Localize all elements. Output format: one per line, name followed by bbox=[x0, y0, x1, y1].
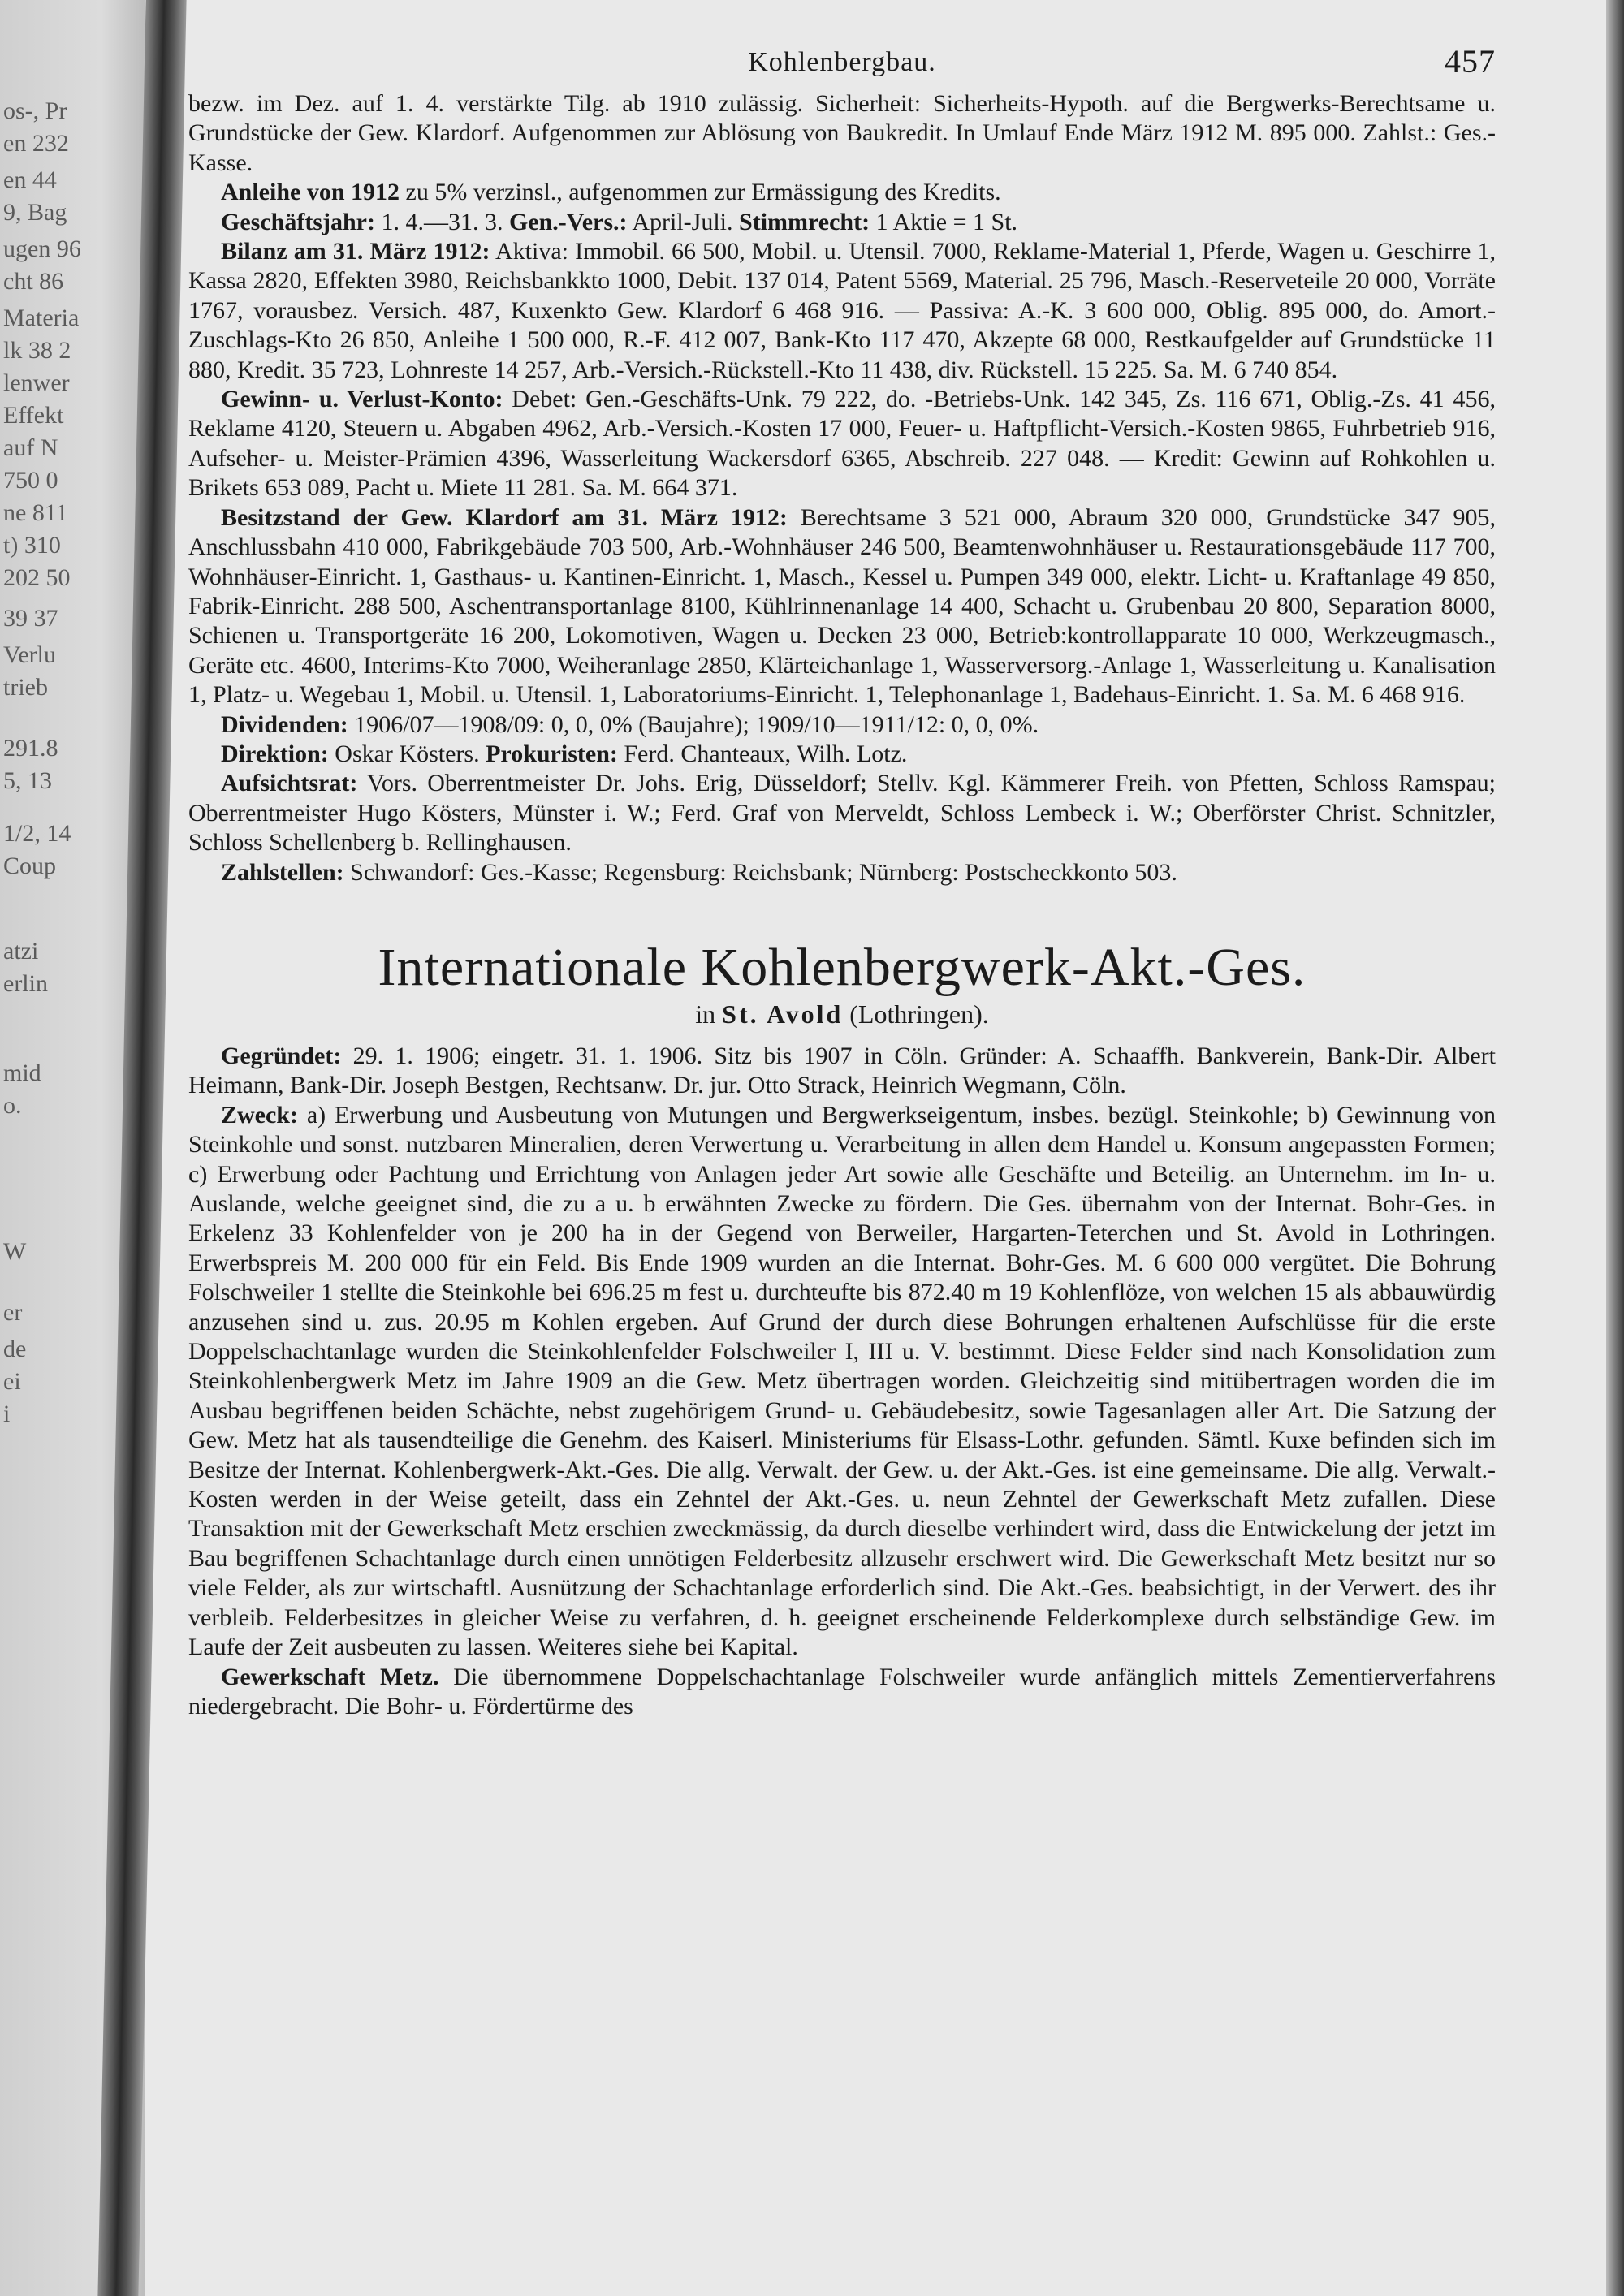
field-label: Geschäftsjahr: bbox=[221, 208, 375, 235]
margin-fragment: Effekt bbox=[3, 402, 64, 429]
field-text: 1 Aktie = 1 St. bbox=[870, 208, 1018, 235]
margin-fragment: lk 38 2 bbox=[3, 337, 71, 364]
company-location bbox=[188, 998, 1496, 1030]
section-previous-company bbox=[188, 89, 1496, 887]
margin-fragment: er bbox=[3, 1299, 23, 1326]
field-text: Die übernommene Doppelschachtanlage Folschweiler wurde anfänglich mittels Zementierverfahrens niedergebracht. Die Bohr- u. Fördertürme des bbox=[188, 1663, 1496, 1720]
margin-fragment: 1/2, 14 bbox=[3, 820, 71, 847]
margin-fragment: 291.8 bbox=[3, 735, 58, 762]
margin-fragment: de bbox=[3, 1336, 27, 1362]
field-label: Direktion: bbox=[221, 740, 329, 767]
field-text: a) Erwerbung und Ausbeutung von Mutungen und Bergwerkseigentum, insbes. bezügl. Steinkohle; b) Gewinnung von Steinkohle und sonst. nutzbaren Mineralien, deren Verwertung u. Verarbeitung in allen dem Handel u. Konsum angepassten Formen; c) Erwerbung oder Pachtung und Errichtung von Anlagen jeder Art sowie alle Geschäfte und Beteilig. an Unternehm. im In- u. Auslande, welche geeignet sind, die zu a u. b erwähnten Zwecke zu fördern. Die Ges. übernahm von der Internat. Bohr-Ges. in Erkelenz 33 Kohlenfelder von je 200 ha in der Gegend von Berweiler, Hargarten-Teterchen und St. Avold in Lothringen. Erwerbspreis M. 200 000 für ein Feld. Bis Ende 1909 wurden an die Internat. Bohr-Ges. M. 6 600 000 vergütet. Die Bohrung Folschweiler 1 stellte die Steinkohle bei 696.25 m fest u. durchteufte bis 872.40 m 19 Kohlenflöze, von welchen 15 als abbauwürdig anzusehen sind u. zus. 20.95 m Kohlen ergeben. Auf Grund der durch diese Bohrungen erhaltenen Aufschlüsse für die erste Doppelschachtanlage wurden die Steinkohlenfelder Folschweiler I, III u. V. bestimmt. Diese Felder sind nach Konsolidation zum Steinkohlenbergwerk Metz im Jahre 1909 an die Gew. Metz übertragen worden. Gleichzeitig sind mitübertragen worden die im Ausbau begriffenen beiden Schächte, nebst zugehörigem Grund- u. Gebäudebesitz, sowie Tagesanlagen aller Art. Die Satzung der Gew. Metz hat als tausendteilige die Genehm. des Kaiserl. Ministeriums für Elsass-Lothr. gefunden. Sämtl. Kuxe befinden sich im Besitze der Internat. Kohlenbergwerk-Akt.-Ges. Die allg. Verwalt. der Gew. u. der Akt.-Ges. ist eine gemeinsame. Die allg. Verwalt.-Kosten werden in der Weise geteilt, dass ein Zehntel der Akt.-Ges. u. neun Zehntel der Gewerkschaft Metz zufallen. Diese Transaktion mit der Gewerkschaft Metz erschien zweckmässig, da durch dieselbe verhindert wird, dass die Entwickelung der jetzt im Bau begriffenen Schachtanlage durch einen unnötigen Felderbesitz allzusehr erschwert wird. Die Gewerkschaft Metz besitzt nur so viele Felder, als zur wirtschaftl. Ausnützung der Schachtanlage erforderlich sind. Die Akt.-Ges. beabsichtigt, in der Verwert. des ihr verbleib. Felderbesitzes in gleicher Weise zu verfahren, d. h. geeignet erscheinende Felderkomplexe durch selbständige Gew. im Laufe der Zeit ausbeuten zu lassen. Weiteres siehe bei Kapital. bbox=[188, 1101, 1496, 1661]
field-text: bezw. im Dez. auf 1. 4. verstärkte Tilg. ab 1910 zulässig. Sicherheit: Sicherheits-Hypoth. auf die Bergwerks-Berechtsame u. Grundstücke der Gew. Klardorf. Aufgenommen zur Ablösung von Baukredit. In Umlauf Ende März 1912 M. 895 000. Zahlst.: Ges.-Kasse. bbox=[188, 90, 1496, 176]
field-text: April-Juli. bbox=[627, 208, 740, 235]
page-number: 457 bbox=[1445, 43, 1496, 80]
field-text: Debet: Gen.-Geschäfts-Unk. 79 222, do. -Betriebs-Unk. 142 345, Zs. 116 671, Oblig.-Zs. 41 456, Reklame 4120, Steuern u. Abgaben 4962, Arb.-Versich.-Kosten 17 000, Feuer- u. Haftpflicht-Versich.-Kosten 9865, Fuhrbetrieb 916, Aufseher- u. Meister-Prämien 4396, Wasserleitung Wackersdorf 6365, Abschreib. 227 048. — Kredit: Gewinn auf Rohkohlen u. Brikets 653 089, Pacht u. Miete 11 281. Sa. M. 664 371. bbox=[188, 386, 1496, 502]
field-label: Zahlstellen: bbox=[221, 858, 344, 886]
company-heading: Internationale Kohlenbergwerk-Akt.-Ges. bbox=[378, 937, 1307, 997]
location-region: (Lothringen). bbox=[849, 999, 989, 1029]
paragraph bbox=[188, 385, 1496, 503]
field-label: Aufsichtsrat: bbox=[221, 770, 358, 797]
margin-fragment: o. bbox=[3, 1092, 22, 1119]
paragraph bbox=[188, 740, 1496, 769]
book-page bbox=[188, 32, 1496, 2273]
margin-fragment: 750 0 bbox=[3, 467, 58, 494]
field-text: Ferd. Chanteaux, Wilh. Lotz. bbox=[617, 740, 908, 767]
field-label: Bilanz am 31. März 1912: bbox=[221, 238, 490, 265]
margin-fragment: 202 50 bbox=[3, 564, 71, 591]
margin-fragment: Coup bbox=[3, 852, 57, 879]
margin-fragment: ne 811 bbox=[3, 499, 68, 526]
field-text: Aktiva: Immobil. 66 500, Mobil. u. Utensil. 7000, Reklame-Material 1, Pferde, Wagen u. Geschirre 1, Kassa 2820, Effekten 3980, Reichsbankkto 1000, Debit. 137 014, Patent 5569, Material. 25 796, Masch.-Reserveteile 20 000, Vorräte 1767, vorausbez. Versich. 487, Kuxenkto Gew. Klardorf 6 468 916. — Passiva: A.-K. 3 600 000, Oblig. 895 000, do. Amort.-Zuschlags-Kto 26 850, Anleihe 1 500 000, R.-F. 412 007, Bank-Kto 117 470, Akzepte 68 000, Restkaufgelder auf Grundstücke 11 880, Kredit. 35 723, Lohnreste 14 257, Arb.-Versich.-Rückstell.-Kto 11 438, div. Rückstell. 15 225. Sa. M. 6 740 854. bbox=[188, 238, 1497, 383]
margin-fragment: erlin bbox=[3, 970, 48, 997]
running-head bbox=[188, 32, 1496, 89]
margin-fragment: atzi bbox=[3, 938, 39, 965]
paragraph bbox=[188, 1042, 1496, 1101]
field-text: Schwandorf: Ges.-Kasse; Regensburg: Reichsbank; Nürnberg: Postscheckkonto 503. bbox=[343, 858, 1177, 886]
field-label: Stimmrecht: bbox=[739, 208, 870, 235]
paragraph bbox=[188, 858, 1496, 887]
paragraph bbox=[188, 503, 1496, 710]
field-text: Berechtsame 3 521 000, Abraum 320 000, Grundstücke 347 905, Anschlussbahn 410 000, Fabrikgebäude 703 500, Arb.-Wohnhäuser 246 500, Beamtenwohnhäuser u. Restaurationsgebäude 117 700, Wohnhäuser-Einricht. 1, Gasthaus- u. Kantinen-Einricht. 1, Masch., Kessel u. Pumpen 349 000, elektr. Licht- u. Kraftanlage 49 850, Fabrik-Einricht. 288 500, Aschentransportanlage 8100, Kühlrinnenanlage 14 400, Schacht u. Grubenbau 20 800, Separation 8000, Schienen u. Transportgeräte 16 200, Lokomotiven, Wagen u. Decken 23 000, Betrieb:kontrollapparate 10 000, Werkzeugmasch., Geräte etc. 4600, Interims-Kto 7000, Weiheranlage 2850, Klärteichanlage 1, Wasserversorg.-Anlage 1, Wasserleitung u. Kanalisation 1, Platz- u. Wegebau 1, Mobil. u. Utensil. 1, Laboratoriums-Einricht. 1, Telephonanlage 1, Badehaus-Einricht. 1. Sa. M. 6 468 916. bbox=[188, 503, 1496, 709]
field-label: Prokuristen: bbox=[486, 740, 618, 767]
field-text: 29. 1. 1906; eingetr. 31. 1. 1906. Sitz bis 1907 in Cöln. Gründer: A. Schaaffh. Bankverein, Bank-Dir. Albert Heimann, Bank-Dir. Joseph Bestgen, Rechtsanw. Dr. jur. Otto Strack, Heinrich Wegmann, Cöln. bbox=[188, 1042, 1496, 1099]
paragraph bbox=[188, 710, 1496, 740]
margin-fragment: Verlu bbox=[3, 641, 56, 668]
margin-fragment: ei bbox=[3, 1368, 21, 1395]
location-city: St. Avold bbox=[722, 999, 844, 1029]
field-text: Oskar Kösters. bbox=[328, 740, 486, 767]
paragraph bbox=[188, 208, 1496, 237]
margin-fragment: en 44 bbox=[3, 166, 57, 193]
paragraph bbox=[188, 237, 1496, 385]
margin-fragment: W bbox=[3, 1238, 27, 1265]
margin-fragment: mid bbox=[3, 1060, 41, 1086]
margin-fragment: Materia bbox=[3, 304, 80, 331]
margin-fragment: 9, Bag bbox=[3, 199, 67, 226]
margin-fragment: trieb bbox=[3, 674, 48, 701]
section-company-entry bbox=[188, 1042, 1496, 1721]
margin-fragment: 39 37 bbox=[3, 605, 58, 632]
paragraph bbox=[188, 178, 1496, 207]
field-label: Gegründet: bbox=[221, 1042, 342, 1069]
field-text: zu 5% verzinsl., aufgenommen zur Ermässigung des Kredits. bbox=[400, 179, 1001, 206]
margin-fragment: lenwer bbox=[3, 369, 70, 396]
running-title: Kohlenbergbau. bbox=[748, 47, 936, 77]
paragraph bbox=[188, 1663, 1496, 1722]
page-edge-shadow bbox=[1606, 0, 1624, 2296]
field-label: Anleihe von 1912 bbox=[221, 179, 400, 206]
field-label: Dividenden: bbox=[221, 710, 348, 738]
margin-fragment: ugen 96 bbox=[3, 235, 81, 262]
paragraph bbox=[188, 769, 1496, 857]
paragraph bbox=[188, 89, 1496, 178]
field-text: Vors. Oberrentmeister Dr. Johs. Erig, Düsseldorf; Stellv. Kgl. Kämmerer Freih. von Pfetten, Schloss Ramspau; Oberrentmeister Hugo Kösters, Münster i. W.; Ferd. Graf von Merveldt, Schloss Lembeck i. W.; Oberförster Christ. Schnitzler, Schloss Schellenberg b. Rellinghausen. bbox=[188, 770, 1496, 857]
paragraph bbox=[188, 1101, 1496, 1663]
margin-fragment: os-, Pr bbox=[3, 97, 67, 124]
margin-fragment: auf N bbox=[3, 434, 58, 461]
field-label: Zweck: bbox=[221, 1101, 298, 1129]
field-label: Gewinn- u. Verlust-Konto: bbox=[221, 386, 503, 413]
margin-fragment: 5, 13 bbox=[3, 767, 52, 794]
field-text: 1. 4.—31. 3. bbox=[374, 208, 509, 235]
margin-fragment: i bbox=[3, 1400, 11, 1427]
margin-fragment: t) 310 bbox=[3, 532, 61, 559]
location-prefix: in bbox=[695, 999, 716, 1029]
margin-fragment: en 232 bbox=[3, 130, 69, 157]
margin-fragment: cht 86 bbox=[3, 268, 64, 295]
field-text: 1906/07—1908/09: 0, 0, 0% (Baujahre); 1909/10—1911/12: 0, 0, 0%. bbox=[348, 710, 1039, 738]
field-label: Gen.-Vers.: bbox=[508, 208, 628, 235]
field-label: Gewerkschaft Metz. bbox=[221, 1663, 439, 1690]
field-label: Besitzstand der Gew. Klardorf am 31. März 1912: bbox=[221, 503, 788, 531]
